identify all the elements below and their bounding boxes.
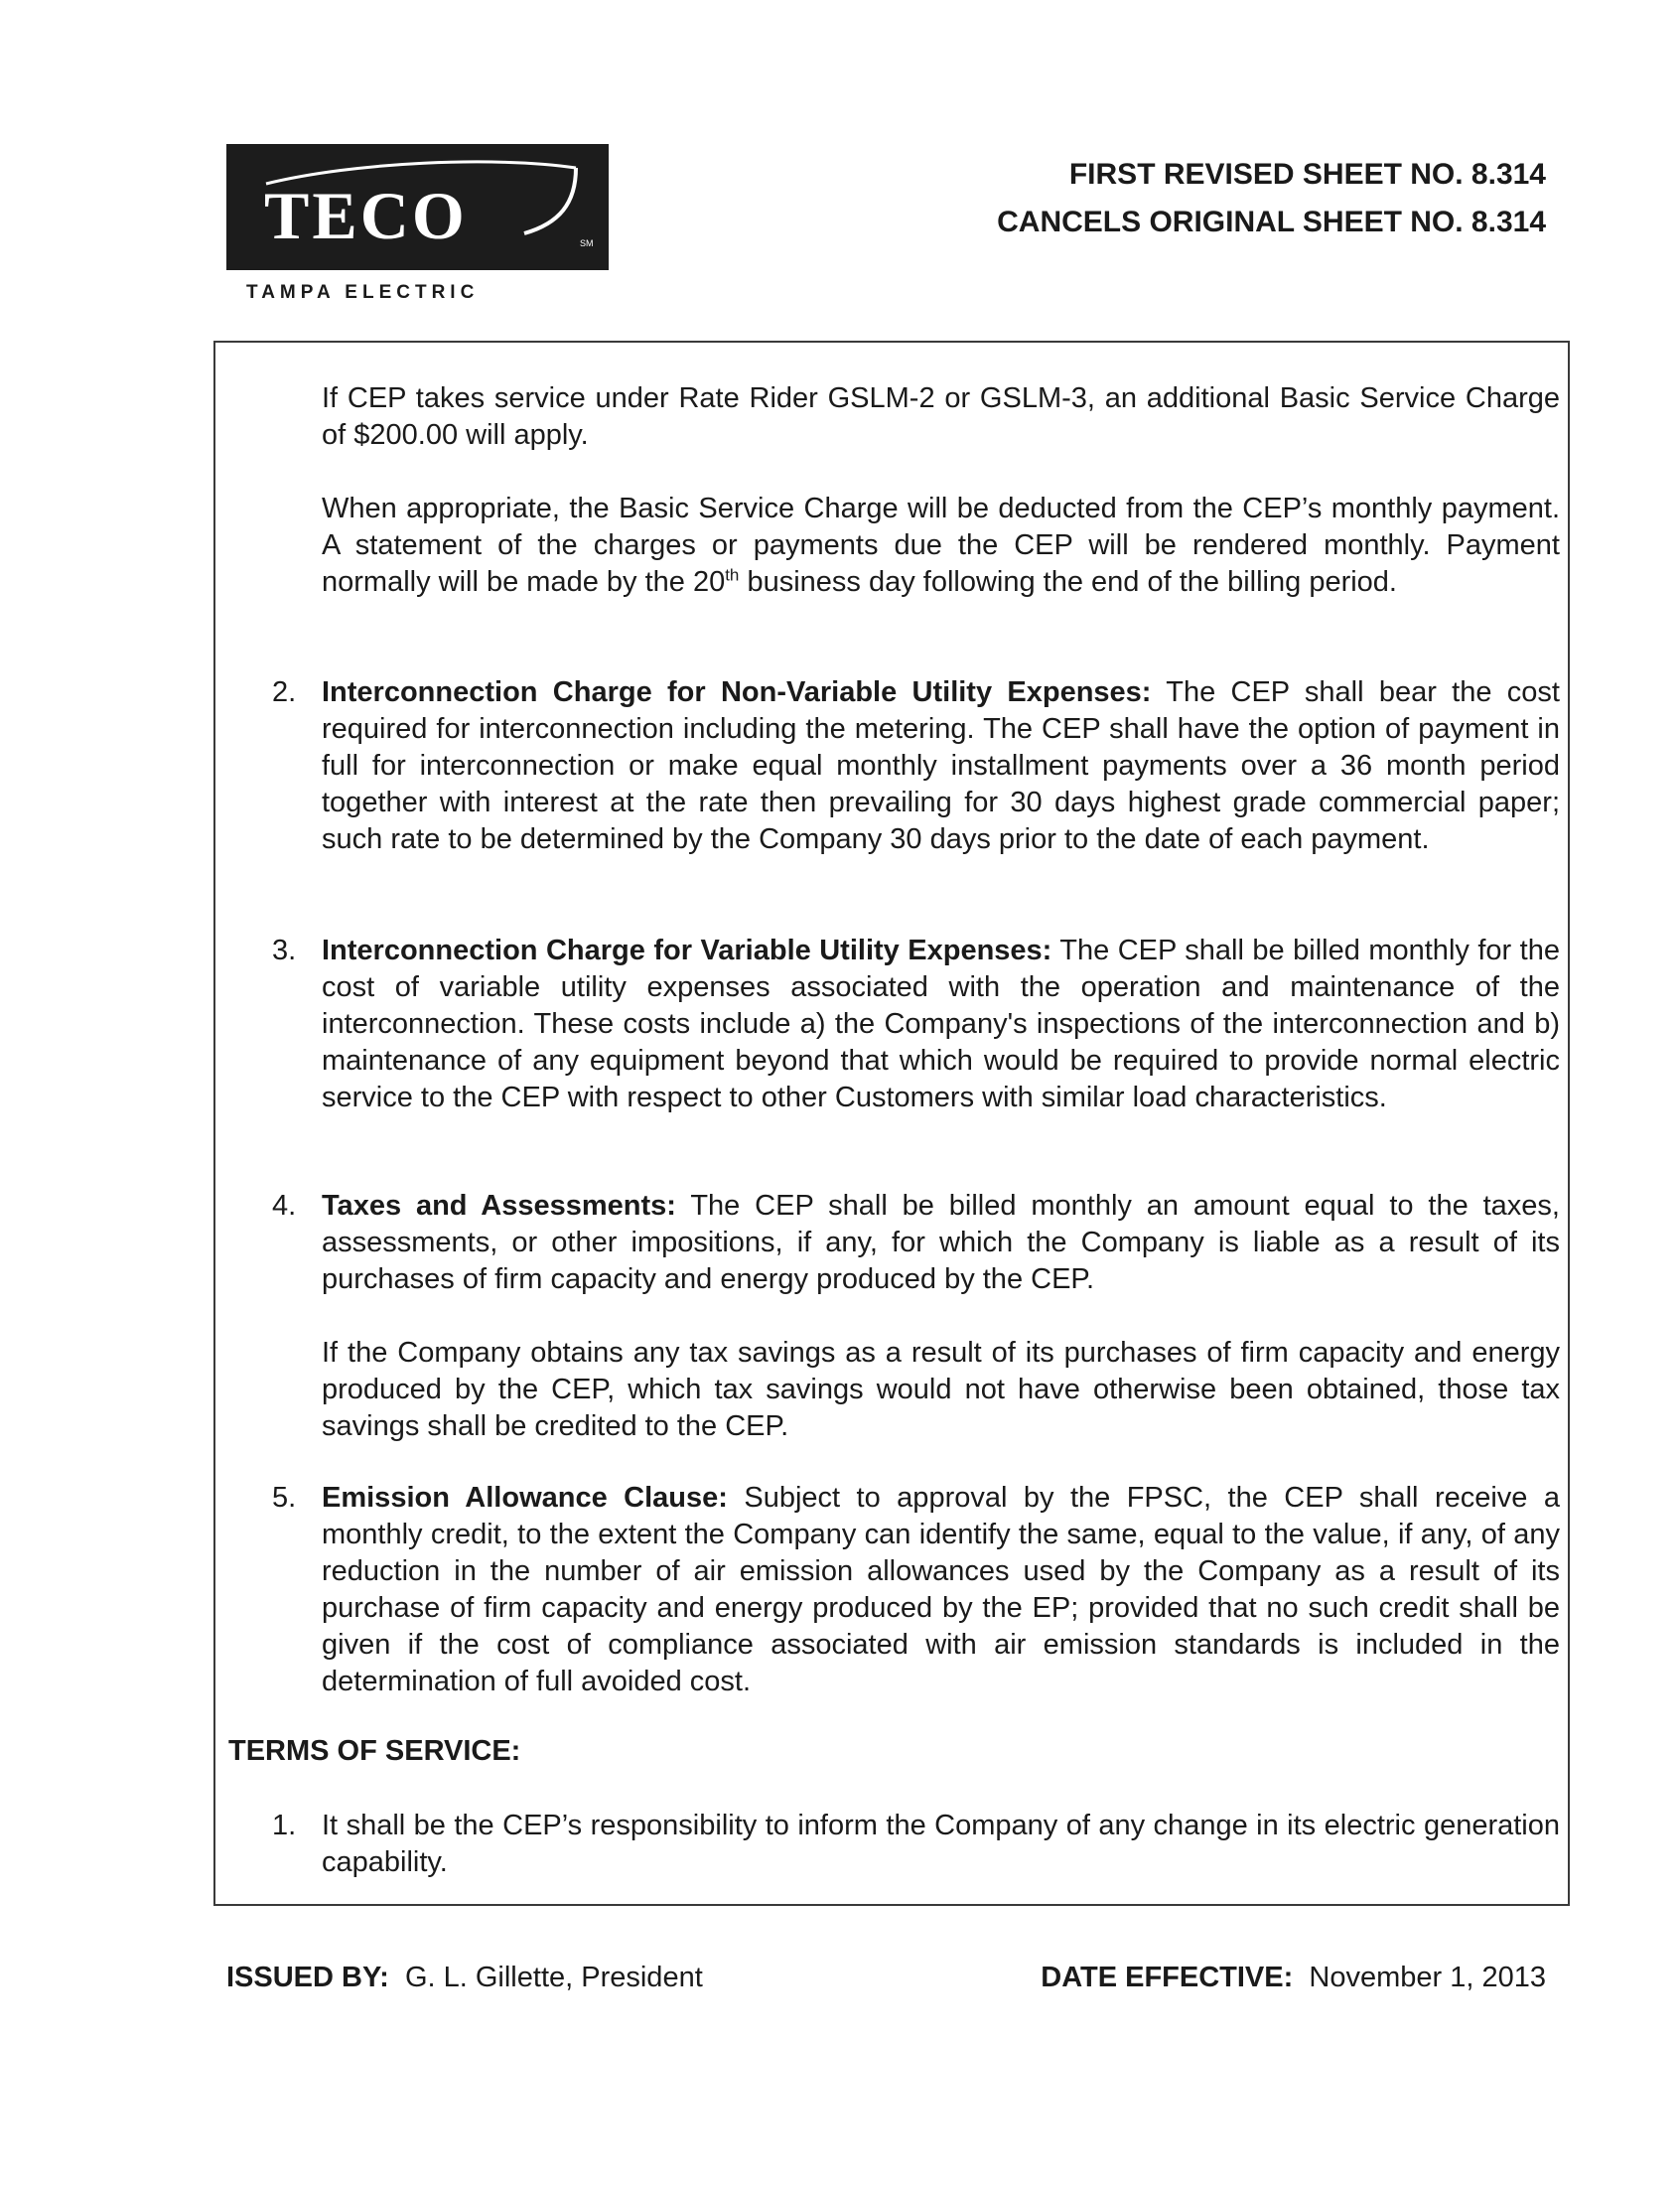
deduction-superscript: th: [725, 565, 740, 585]
teco-logo: [226, 144, 609, 270]
item-taxes-assessments: [322, 1188, 1560, 1298]
item-title: Interconnection Charge for Variable Utility Expenses:: [322, 935, 1052, 966]
item-title: Interconnection Charge for Non-Variable Utility Expenses:: [322, 676, 1152, 708]
terms-of-service-heading: TERMS OF SERVICE:: [228, 1735, 521, 1767]
item-text: Subject to approval by the FPSC, the CEP shall receive a monthly credit, to the extent the Company can identify the same, equal to the value, if any, of any reduction in the number of air emission allowances used by the Company as a result of its purchase of firm capacity and energy produced by the EP; provided that no such credit shall be given if the cost of compliance associated with air emission standards is included in the determination of full avoided cost.: [322, 1482, 1560, 1697]
paragraph-gslm-charge: If CEP takes service under Rate Rider GSLM-2 or GSLM-3, an additional Basic Service Charge of $200.00 will apply.: [322, 382, 1560, 451]
sheet-number-line-1: FIRST REVISED SHEET NO. 8.314: [1068, 158, 1546, 191]
item-title: Taxes and Assessments:: [322, 1190, 676, 1222]
logo-service-mark: SM: [580, 238, 594, 248]
item-text: The CEP shall be billed monthly an amount equal to the taxes, assessments, or other impositions, if any, for which the Company is liable as a result of its purchases of firm capacity and energy produced by the CEP.: [322, 1190, 1560, 1295]
issued-by: [226, 1962, 703, 1994]
sheet-number-line-2: CANCELS ORIGINAL SHEET NO. 8.314: [997, 206, 1546, 238]
item-number: 2.: [272, 676, 297, 708]
issued-by-label: ISSUED BY:: [226, 1962, 389, 1993]
logo-tagline: TAMPA ELECTRIC: [246, 282, 480, 303]
date-effective-value: November 1, 2013: [1309, 1962, 1546, 1993]
item-number: 3.: [272, 935, 297, 966]
terms-item-number: 1.: [272, 1810, 297, 1841]
paragraph-tax-savings: If the Company obtains any tax savings as a result of its purchases of firm capacity and energy produced by the CEP, which tax savings would not have otherwise been obtained, those tax savings shall be credited to the CEP.: [322, 1337, 1560, 1442]
date-effective-label: DATE EFFECTIVE:: [1041, 1962, 1294, 1993]
issued-by-value: G. L. Gillette, President: [404, 1962, 703, 1993]
item-number: 4.: [272, 1190, 297, 1222]
item-text: The CEP shall bear the cost required for interconnection including the metering. The CEP shall have the option of payment in full for interconnection or make equal monthly installment payments over a 36 month period together with interest at the rate then prevailing for 30 days highest grade commercial paper; such rate to be determined by the Company 30 days prior to the date of each payment.: [322, 676, 1560, 855]
item-non-variable-expenses: [322, 674, 1560, 858]
deduction-text-before: When appropriate, the Basic Service Charge will be deducted from the CEP’s monthly payment. A statement of the charges or payments due the CEP will be rendered monthly. Payment normally will be made by the 20: [322, 493, 1560, 598]
logo-wordmark: TECO: [264, 178, 468, 253]
item-text: The CEP shall be billed monthly for the cost of variable utility expenses associated with the operation and maintenance of the interconnection. These costs include a) the Company's inspections of the interconnection and b) maintenance of any equipment beyond that which would be required to provide normal electric service to the CEP with respect to other Customers with similar load characteristics.: [322, 935, 1560, 1113]
item-title: Emission Allowance Clause:: [322, 1482, 728, 1514]
item-number: 5.: [272, 1482, 297, 1514]
deduction-text-after: business day following the end of the billing period.: [739, 566, 1397, 598]
item-emission-allowance: [322, 1480, 1560, 1700]
terms-item-text: It shall be the CEP’s responsibility to inform the Company of any change in its electric generation capability.: [322, 1810, 1560, 1878]
item-variable-expenses: [322, 933, 1560, 1116]
paragraph-basic-service-deduction: [322, 491, 1560, 601]
sheet-number-header: [997, 151, 1546, 246]
date-effective: [1041, 1962, 1546, 1994]
